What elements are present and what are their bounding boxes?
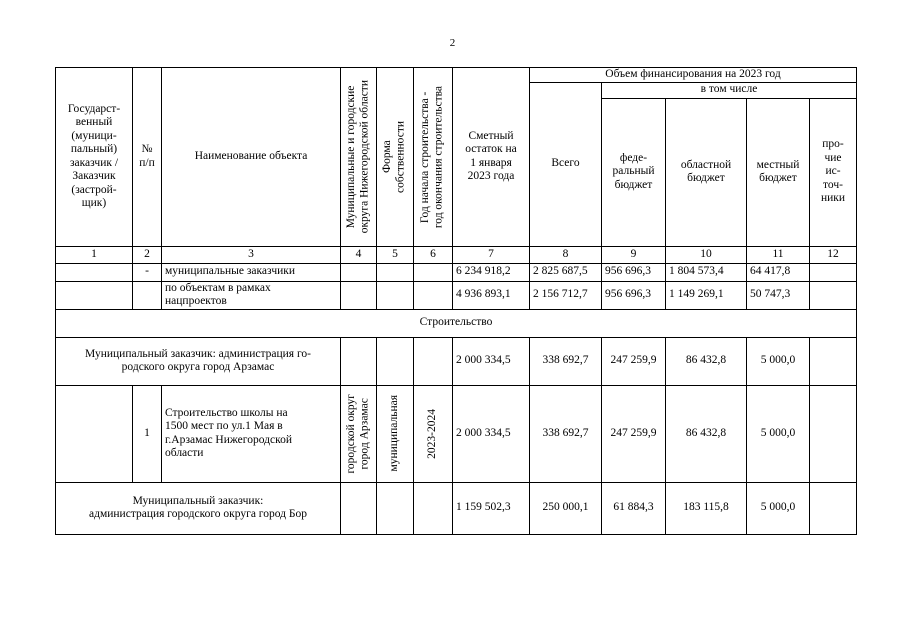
column-number: 8: [530, 246, 602, 263]
total-value: 2 156 712,7: [530, 281, 602, 309]
total-value: 338 692,7: [530, 337, 602, 385]
header-object-name: Наименование объекта: [162, 68, 341, 247]
header-remaining: Сметный остаток на 1 января 2023 года: [453, 68, 530, 247]
header-regional: областной бюджет: [666, 98, 747, 246]
local-value: 5 000,0: [747, 337, 810, 385]
federal-value: 247 259,9: [602, 385, 666, 482]
column-number: 9: [602, 246, 666, 263]
total-value: 338 692,7: [530, 385, 602, 482]
header-total: Всего: [530, 82, 602, 246]
object-name: по объектам в рамках нацпроектов: [162, 281, 341, 309]
column-number: 4: [341, 246, 377, 263]
header-years: Год начала строительства - год окончания строительства: [414, 68, 453, 247]
column-number: 5: [377, 246, 414, 263]
local-value: 50 747,3: [747, 281, 810, 309]
table-row: [56, 281, 857, 309]
section-title: Строительство: [56, 309, 857, 337]
local-value: 5 000,0: [747, 385, 810, 482]
table-row: [56, 385, 857, 482]
column-numbers-row: [56, 246, 857, 263]
remaining-value: 1 159 502,3: [453, 482, 530, 534]
object-name: муниципальные заказчики: [162, 263, 341, 281]
years-cell: 2023-2024: [414, 385, 453, 482]
regional-value: 183 115,8: [666, 482, 747, 534]
column-number: 3: [162, 246, 341, 263]
remaining-value: 4 936 893,1: [453, 281, 530, 309]
regional-value: 1 149 269,1: [666, 281, 747, 309]
total-value: 250 000,1: [530, 482, 602, 534]
local-value: 5 000,0: [747, 482, 810, 534]
header-federal: феде- ральный бюджет: [602, 98, 666, 246]
header-customer: Государст- венный (муници- пальный) заказчик / Заказчик (застрой- щик): [56, 68, 133, 247]
regional-value: 86 432,8: [666, 337, 747, 385]
row-number: -: [133, 263, 162, 281]
ownership-cell: муниципальная: [377, 385, 414, 482]
table-row: [56, 482, 857, 534]
row-number: 1: [133, 385, 162, 482]
remaining-value: 6 234 918,2: [453, 263, 530, 281]
local-value: 64 417,8: [747, 263, 810, 281]
object-name: Строительство школы на 1500 мест по ул.1 Мая в г.Арзамас Нижегородской области: [162, 385, 341, 482]
column-number: 11: [747, 246, 810, 263]
federal-value: 61 884,3: [602, 482, 666, 534]
column-number: 12: [810, 246, 857, 263]
header-local: местный бюджет: [747, 98, 810, 246]
remaining-value: 2 000 334,5: [453, 385, 530, 482]
section-row: [56, 309, 857, 337]
header-including: в том числе: [602, 82, 857, 98]
federal-value: 247 259,9: [602, 337, 666, 385]
header-other: про- чие ис- точ- ники: [810, 98, 857, 246]
header-financing-title: Объем финансирования на 2023 год: [530, 68, 857, 83]
column-number: 7: [453, 246, 530, 263]
federal-value: 956 696,3: [602, 263, 666, 281]
column-number: 1: [56, 246, 133, 263]
column-number: 2: [133, 246, 162, 263]
municipality-cell: городской округ город Арзамас: [341, 385, 377, 482]
customer-name: Муниципальный заказчик: администрация городского округа город Бор: [56, 482, 341, 534]
regional-value: 1 804 573,4: [666, 263, 747, 281]
header-municipality: Муниципальные и городские округа Нижегородской области: [341, 68, 377, 247]
table-row: [56, 337, 857, 385]
regional-value: 86 432,8: [666, 385, 747, 482]
financing-table: [55, 67, 857, 535]
page-number: 2: [449, 37, 456, 49]
federal-value: 956 696,3: [602, 281, 666, 309]
table-row: [56, 263, 857, 281]
column-number: 6: [414, 246, 453, 263]
customer-name: Муниципальный заказчик: администрация го- родского округа город Арзамас: [56, 337, 341, 385]
column-number: 10: [666, 246, 747, 263]
total-value: 2 825 687,5: [530, 263, 602, 281]
header-number: № п/п: [133, 68, 162, 247]
header-ownership: Форма собственности: [377, 68, 414, 247]
remaining-value: 2 000 334,5: [453, 337, 530, 385]
